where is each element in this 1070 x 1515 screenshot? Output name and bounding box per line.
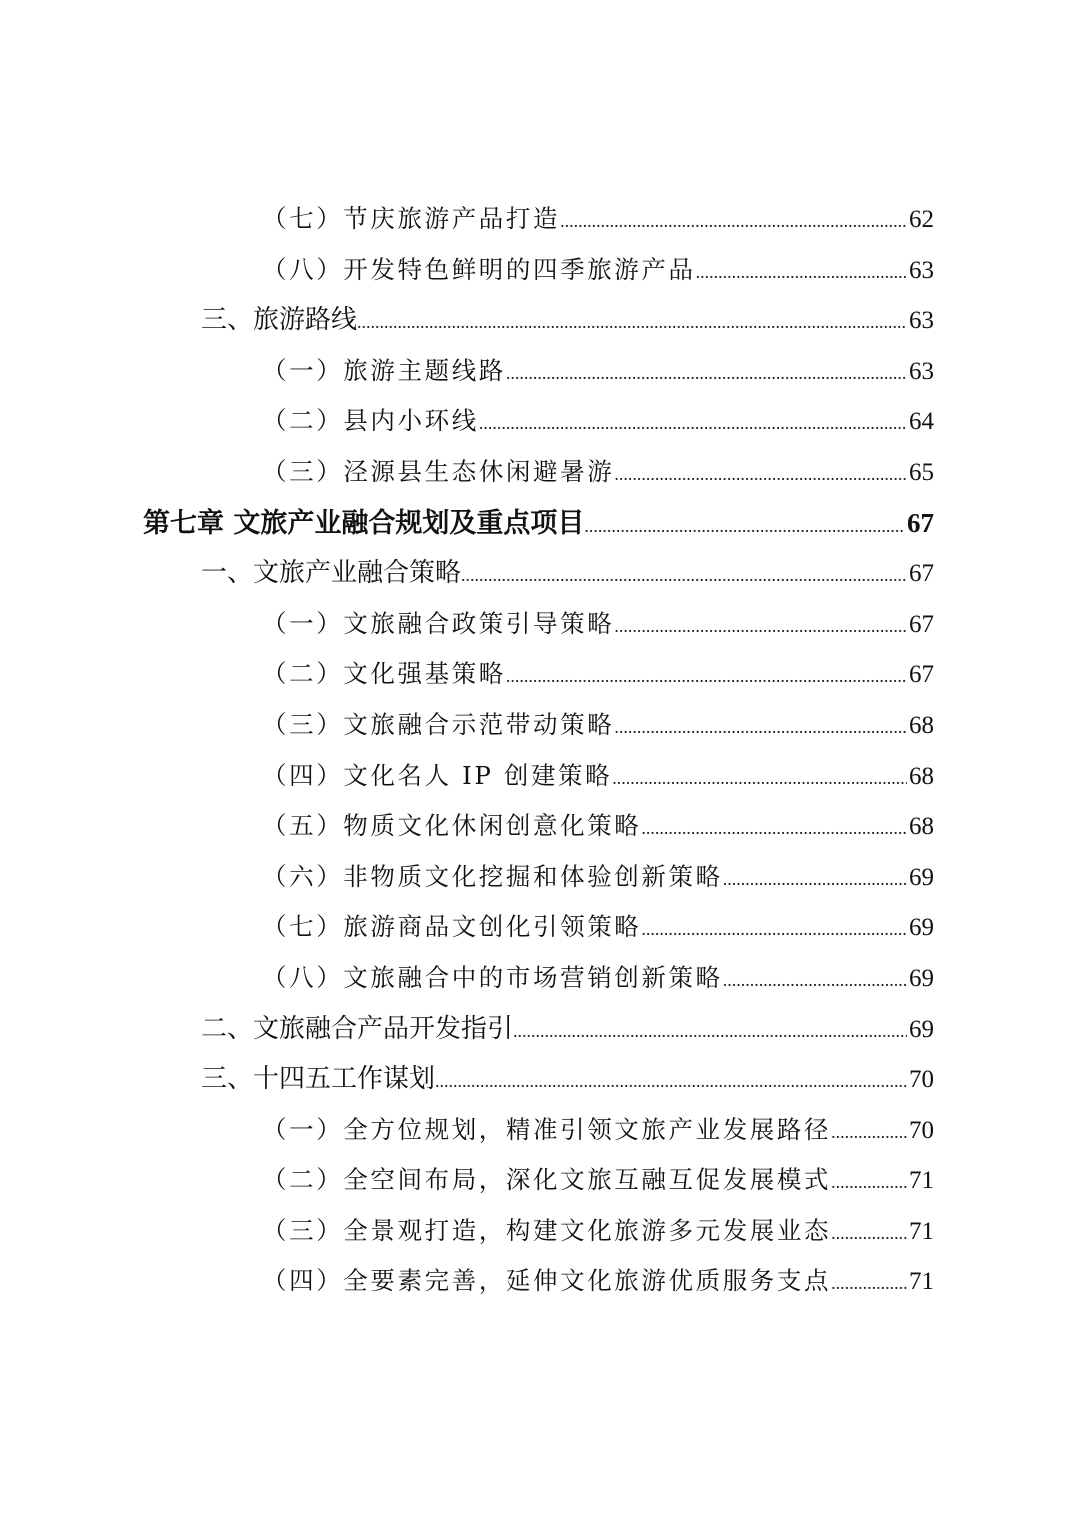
toc-entry[interactable] [0,346,1070,397]
toc-entry-title: 三、旅游路线 [201,305,358,336]
toc-entry[interactable] [0,447,1070,498]
dot-leader [641,803,907,852]
toc-entry-page: 62 [909,206,934,233]
dot-leader [513,1006,907,1055]
toc-entry[interactable] [0,700,1070,751]
toc-entry-title: （二）文化强基策略 [262,659,506,689]
toc-entry-title: 二、文旅融合产品开发指引 [201,1013,514,1044]
dot-leader [614,601,907,650]
toc-entry-title: 第七章 文旅产业融合规划及重点项目 [143,507,585,539]
toc-entry-page: 71 [909,1268,934,1296]
toc-entry[interactable] [0,1206,1070,1257]
toc-entry[interactable] [0,852,1070,903]
toc-entry-page: 67 [909,610,934,638]
toc-entry[interactable] [0,599,1070,650]
toc-entry-page: 65 [909,458,934,486]
toc-entry[interactable] [0,194,1070,245]
toc-entry-page: 63 [909,256,934,284]
dot-leader [831,1258,907,1307]
dot-leader [560,196,907,245]
toc-entry[interactable] [0,751,1070,802]
toc-entry-title: （一）文旅融合政策引导策略 [262,608,615,638]
toc-entry[interactable] [0,1256,1070,1307]
toc-entry-page: 71 [909,1167,934,1195]
dot-leader [831,1157,907,1206]
dot-leader [506,348,907,397]
toc-entry[interactable] [0,396,1070,447]
toc-entry-page: 68 [909,762,934,790]
dot-leader [614,702,907,751]
toc-entry-page: 69 [909,863,934,891]
table-of-contents [0,194,1070,1307]
toc-section-entry[interactable] [0,1054,1070,1105]
toc-entry-title: （八）文旅融合中的市场营销创新策略 [262,962,723,992]
toc-section-entry[interactable] [0,548,1070,599]
dot-leader [435,1056,907,1105]
toc-entry[interactable] [0,649,1070,700]
toc-entry-page: 68 [909,813,934,841]
toc-entry-title: （六）非物质文化挖掘和体验创新策略 [262,861,723,891]
toc-entry-title: （一）全方位规划，精准引领文旅产业发展路径 [262,1114,832,1144]
toc-entry-title: （三）全景观打造，构建文化旅游多元发展业态 [262,1215,832,1245]
dot-leader [723,854,907,903]
toc-entry-title: （二）全空间布局，深化文旅互融互促发展模式 [262,1165,832,1195]
toc-entry-page: 68 [909,711,934,739]
toc-chapter-entry[interactable] [0,498,1070,549]
toc-entry-page: 70 [909,1116,934,1144]
toc-entry-title: （一）旅游主题线路 [262,355,506,385]
toc-entry[interactable] [0,245,1070,296]
toc-section-entry[interactable] [0,1004,1070,1055]
toc-entry-page: 70 [909,1066,934,1094]
toc-entry-title: （三）泾源县生态休闲避暑游 [262,456,615,486]
toc-entry-page: 69 [909,964,934,992]
dot-leader [479,398,907,447]
toc-entry-title: （四）文化名人 IP 创建策略 [262,760,613,790]
toc-entry[interactable] [0,902,1070,953]
toc-entry-page: 69 [909,914,934,942]
toc-entry[interactable] [0,953,1070,1004]
toc-entry-title: （二）县内小环线 [262,406,479,436]
toc-entry[interactable] [0,1155,1070,1206]
toc-entry-page: 67 [909,661,934,689]
dot-leader [614,449,907,498]
dot-leader [641,904,907,953]
toc-entry-title: （七）节庆旅游产品打造 [262,204,561,233]
toc-entry-page: 69 [909,1015,934,1043]
toc-entry-title: 三、十四五工作谋划 [201,1064,436,1095]
toc-entry-title: （四）全要素完善，延伸文化旅游优质服务支点 [262,1266,832,1296]
toc-entry-title: 一、文旅产业融合策略 [201,558,462,589]
dot-leader [723,955,907,1004]
toc-entry[interactable] [0,801,1070,852]
toc-entry-title: （三）文旅融合示范带动策略 [262,709,615,739]
toc-section-entry[interactable] [0,295,1070,346]
dot-leader [831,1107,907,1156]
toc-entry-page: 67 [907,507,934,538]
dot-leader [461,550,907,599]
toc-entry-title: （五）物质文化休闲创意化策略 [262,811,642,841]
dot-leader [696,247,907,296]
toc-entry-page: 63 [909,307,934,335]
toc-entry-page: 71 [909,1217,934,1245]
toc-entry-page: 63 [909,357,934,385]
dot-leader [584,501,905,549]
dot-leader [506,651,907,700]
toc-entry-page: 64 [909,408,934,436]
dot-leader [831,1208,907,1257]
toc-entry[interactable] [0,1105,1070,1156]
toc-entry-title: （八）开发特色鲜明的四季旅游产品 [262,254,696,284]
dot-leader [612,753,907,802]
toc-entry-page: 67 [909,560,934,588]
toc-entry-title: （七）旅游商品文创化引领策略 [262,912,642,942]
dot-leader [357,297,907,346]
